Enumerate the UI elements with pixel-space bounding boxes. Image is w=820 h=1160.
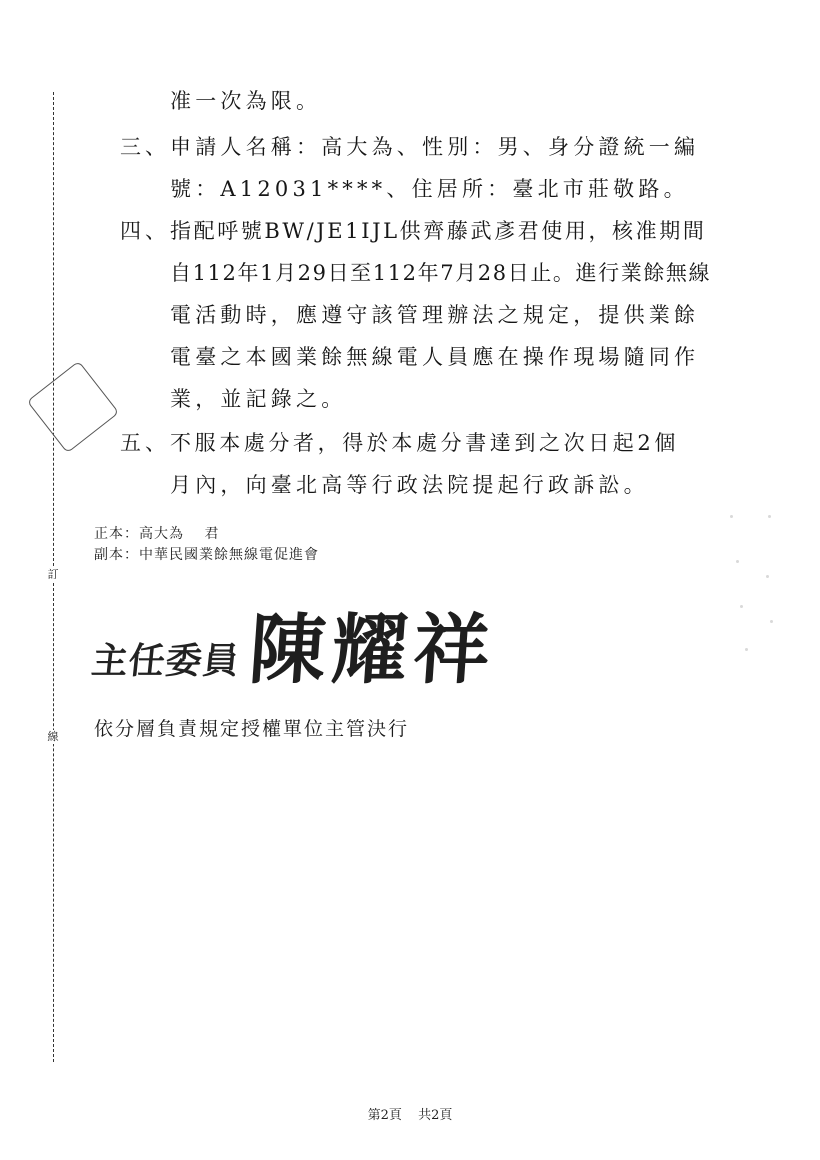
signature-block xyxy=(89,598,499,698)
paragraph-line: 自112年1月29日至112年7月28日止。進行業餘無線 xyxy=(170,261,712,285)
binding-mark-ding: 訂 xyxy=(44,568,62,582)
scan-speck xyxy=(770,620,773,623)
official-seal-stamp xyxy=(27,361,120,454)
paragraph-line: 月內，向臺北高等行政法院提起行政訴訟。 xyxy=(170,473,649,497)
paragraph-line: 電臺之本國業餘無線電人員應在操作現場隨同作 xyxy=(170,345,700,369)
page-number: 第2頁 xyxy=(367,1108,402,1123)
authority-note: 依分層負責規定授權單位主管決行 xyxy=(94,718,410,740)
paragraph-line: 申請人名稱：高大為、性別：男、身分證統一編 xyxy=(170,135,700,159)
binding-mark-xian: 線 xyxy=(44,730,62,744)
item-label-five: 五、 xyxy=(120,431,170,455)
scan-speck xyxy=(768,515,771,518)
paragraph-line: 號：A12031****、住居所：臺北市莊敬路。 xyxy=(170,177,689,201)
scan-speck xyxy=(730,515,733,518)
page-total: 共2頁 xyxy=(418,1108,453,1123)
item-label-three: 三、 xyxy=(120,135,170,159)
scan-speck xyxy=(745,648,748,651)
signature-title: 主任委員 xyxy=(89,641,242,682)
paragraph-line: 業，並記錄之。 xyxy=(170,387,347,411)
paragraph-line: 電活動時，應遵守該管理辦法之規定，提供業餘 xyxy=(170,303,700,327)
paragraph-line: 指配呼號BW/JE1IJL供齊藤武彥君使用，核准期間 xyxy=(170,219,707,243)
paragraph-line: 准一次為限。 xyxy=(170,89,322,113)
scan-speck xyxy=(736,560,739,563)
item-label-four: 四、 xyxy=(120,219,170,243)
page-footer xyxy=(0,1104,820,1123)
signature-name: 陳耀祥 xyxy=(246,605,499,694)
scan-speck xyxy=(766,575,769,578)
paragraph-line: 不服本處分者，得於本處分書達到之次日起2個 xyxy=(170,431,679,455)
original-recipient: 正本：高大為 君 xyxy=(94,526,220,542)
scan-speck xyxy=(740,605,743,608)
copy-recipient: 副本：中華民國業餘無線電促進會 xyxy=(94,547,319,563)
